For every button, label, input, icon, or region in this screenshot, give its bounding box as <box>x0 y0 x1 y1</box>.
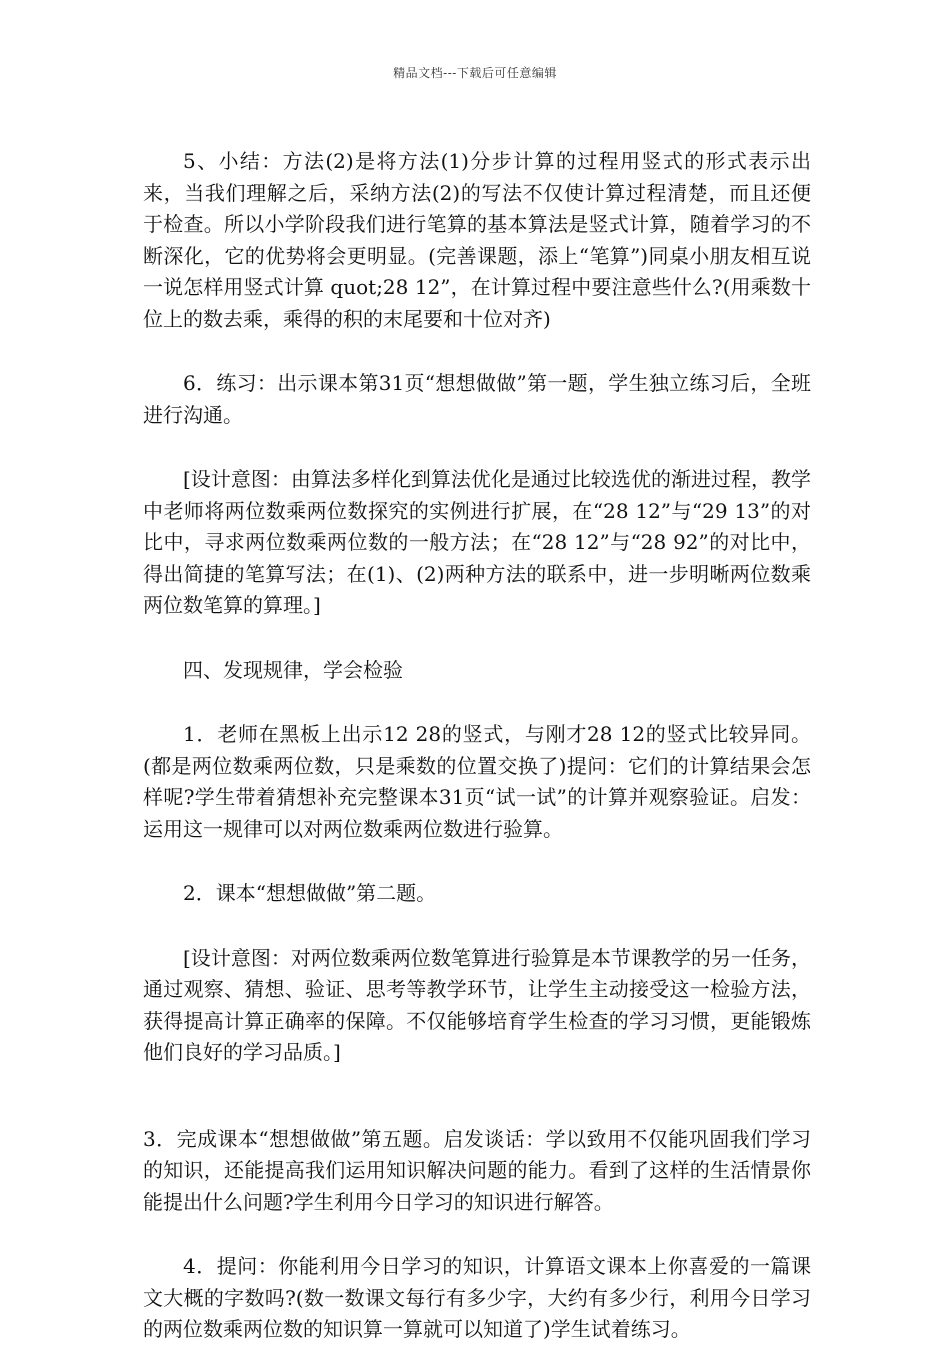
paragraph-item-4: 4．提问：你能利用今日学习的知识，计算语文课本上你喜爱的一篇课文大概的字数吗?(数一数课文每行有多少字，大约有多少行，利用今日学习的两位数乘两位数的知识算一算就可以知道了)学生试着练习。 <box>143 1254 811 1341</box>
section-heading-4: 四、发现规律，学会检验 <box>183 657 403 682</box>
paragraph-design-intent-1: [设计意图：由算法多样化到算法优化是通过比较选优的渐进过程，教学中老师将两位数乘两位数探究的实例进行扩展，在“28 12”与“29 13”的对比中，寻求两位数乘两位数的一般方法；在“28 12”与“28 92”的对比中，得出简捷的笔算写法；在(1)、(2)两种方法的联系中，进一步明晰两位数乘两位数笔算的算理。] <box>143 467 811 617</box>
document-body <box>143 146 811 1346</box>
paragraph-item-3: 3．完成课本“想想做做”第五题。启发谈话：学以致用不仅能巩固我们学习的知识，还能提高我们运用知识解决问题的能力。看到了这样的生活情景你能提出什么问题?学生利用今日学习的知识进行解答。 <box>143 1126 811 1214</box>
page-header: 精品文档---下载后可任意编辑 <box>393 66 557 80</box>
paragraph-item-2: 2．课本“想想做做”第二题。 <box>183 881 437 905</box>
paragraph-item-1: 1．老师在黑板上出示12 28的竖式，与刚才28 12的竖式比较异同。(都是两位数乘两位数，只是乘数的位置交换了)提问：它们的计算结果会怎样呢?学生带着猜想补充完整课本31页“试一试”的计算并观察验证。启发：运用这一规律可以对两位数乘两位数进行验算。 <box>143 722 811 841</box>
paragraph-practice: 6．练习：出示课本第31页“想想做做”第一题，学生独立练习后，全班进行沟通。 <box>143 371 811 427</box>
paragraph-summary: 5、小结：方法(2)是将方法(1)分步计算的过程用竖式的形式表示出来，当我们理解之后，采纳方法(2)的写法不仅使计算过程清楚，而且还便于检查。所以小学阶段我们进行笔算的基本算法是竖式计算，随着学习的不断深化，它的优势将会更明显。(完善课题，添上“笔算”)同桌小朋友相互说一说怎样用竖式计算 quot;28 12”，在计算过程中要注意些什么?(用乘数十位上的数去乘，乘得的积的末尾要和十位对齐) <box>143 149 811 331</box>
paragraph-design-intent-2: [设计意图：对两位数乘两位数笔算进行验算是本节课教学的另一任务，通过观察、猜想、验证、思考等教学环节，让学生主动接受这一检验方法，获得提高计算正确率的保障。不仅能够培育学生检查的学习习惯，更能锻炼他们良好的学习品质。] <box>143 945 811 1064</box>
